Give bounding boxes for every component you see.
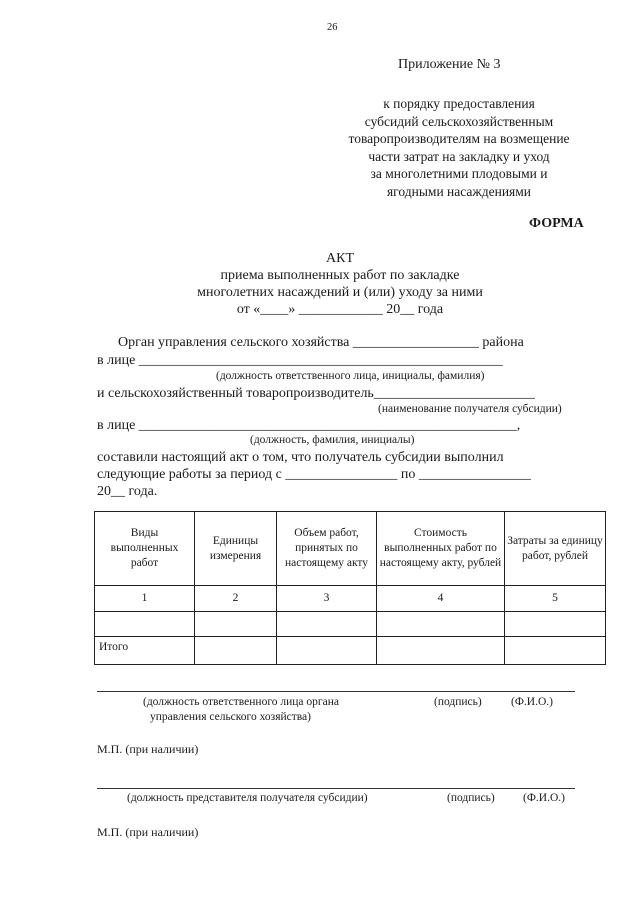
in-face-line-1: в лице ____________________________________________________ — [97, 353, 503, 368]
signature-label: (подпись) — [434, 696, 482, 708]
representative-caption: (должность представителя получателя субсидии) — [127, 792, 368, 804]
in-face-caption-1: (должность ответственного лица, инициалы, фамилия) — [216, 370, 485, 382]
appendix-line: товаропроизводителям на возмещение — [348, 131, 570, 146]
statement-line-3: 20__ года. — [97, 484, 158, 499]
table-total-row — [95, 637, 606, 665]
producer-line: и сельскохозяйственный товаропроизводитель_______________________ — [97, 386, 535, 401]
stamp-note-2: М.П. (при наличии) — [97, 825, 199, 839]
table-cell — [377, 637, 505, 665]
fio-label: (Ф.И.О.) — [511, 696, 553, 708]
table-cell — [277, 612, 377, 637]
number-cell: 2 — [195, 586, 277, 612]
header-cell: Объем работ, принятых по настоящему акту — [277, 512, 377, 586]
act-subtitle-1: приема выполненных работ по закладке — [220, 268, 460, 283]
table-cell — [95, 612, 195, 637]
appendix-line: к порядку предоставления — [383, 96, 535, 111]
number-cell: 5 — [505, 586, 606, 612]
number-cell: 4 — [377, 586, 505, 612]
table-cell — [505, 637, 606, 665]
header-cell: Единицы измерения — [195, 512, 277, 586]
official-caption-1: (должность ответственного лица органа — [143, 696, 339, 708]
table-number-row — [95, 586, 606, 612]
in-face-caption-2: (должность, фамилия, инициалы) — [250, 434, 415, 446]
in-face-line-2: в лице ______________________________________________________, — [97, 418, 521, 433]
statement-line-2: следующие работы за период с ________________ по ________________ — [97, 467, 531, 482]
header-cell: Виды выполненных работ — [95, 512, 195, 586]
header-cell: Затраты за единицу работ, рублей — [505, 512, 606, 586]
fio-label-2: (Ф.И.О.) — [523, 792, 565, 804]
appendix-line: субсидий сельскохозяйственным — [364, 113, 554, 129]
header-cell: Стоимость выполненных работ по настоящему акту, рублей — [377, 512, 505, 586]
number-cell: 3 — [277, 586, 377, 612]
total-label: Итого — [95, 637, 195, 665]
statement-line-1: составили настоящий акт о том, что получатель субсидии выполнил — [97, 450, 504, 465]
table-cell — [277, 637, 377, 665]
appendix-line: за многолетними плодовыми и — [370, 166, 548, 181]
stamp-note-1: М.П. (при наличии) — [97, 742, 199, 756]
official-caption-2: управления сельского хозяйства) — [150, 711, 311, 723]
table-cell — [505, 612, 606, 637]
act-subtitle-2: многолетних насаждений и (или) уходу за ними — [197, 285, 483, 300]
appendix-line: ягодными насаждениями — [386, 183, 532, 199]
signature-label-2: (подпись) — [447, 792, 495, 804]
producer-caption: (наименование получателя субсидии) — [378, 403, 562, 415]
works-table — [94, 511, 606, 665]
appendix-line: части затрат на закладку и уход — [368, 148, 550, 164]
table-header-row — [95, 512, 606, 586]
table-row — [95, 612, 606, 637]
appendix-description — [318, 95, 600, 200]
table-cell — [195, 612, 277, 637]
signature-line-official — [97, 691, 575, 692]
table-cell — [377, 612, 505, 637]
signature-line-representative — [97, 788, 575, 789]
appendix-title: Приложение № 3 — [398, 57, 501, 72]
page-number: 26 — [327, 22, 338, 33]
act-date-line: от «____» ____________ 20__ года — [236, 302, 444, 317]
form-label: ФОРМА — [529, 216, 584, 231]
organ-line: Орган управления сельского хозяйства __________________ района — [118, 335, 524, 350]
table-cell — [195, 637, 277, 665]
number-cell: 1 — [95, 586, 195, 612]
act-title: АКТ — [326, 251, 354, 266]
